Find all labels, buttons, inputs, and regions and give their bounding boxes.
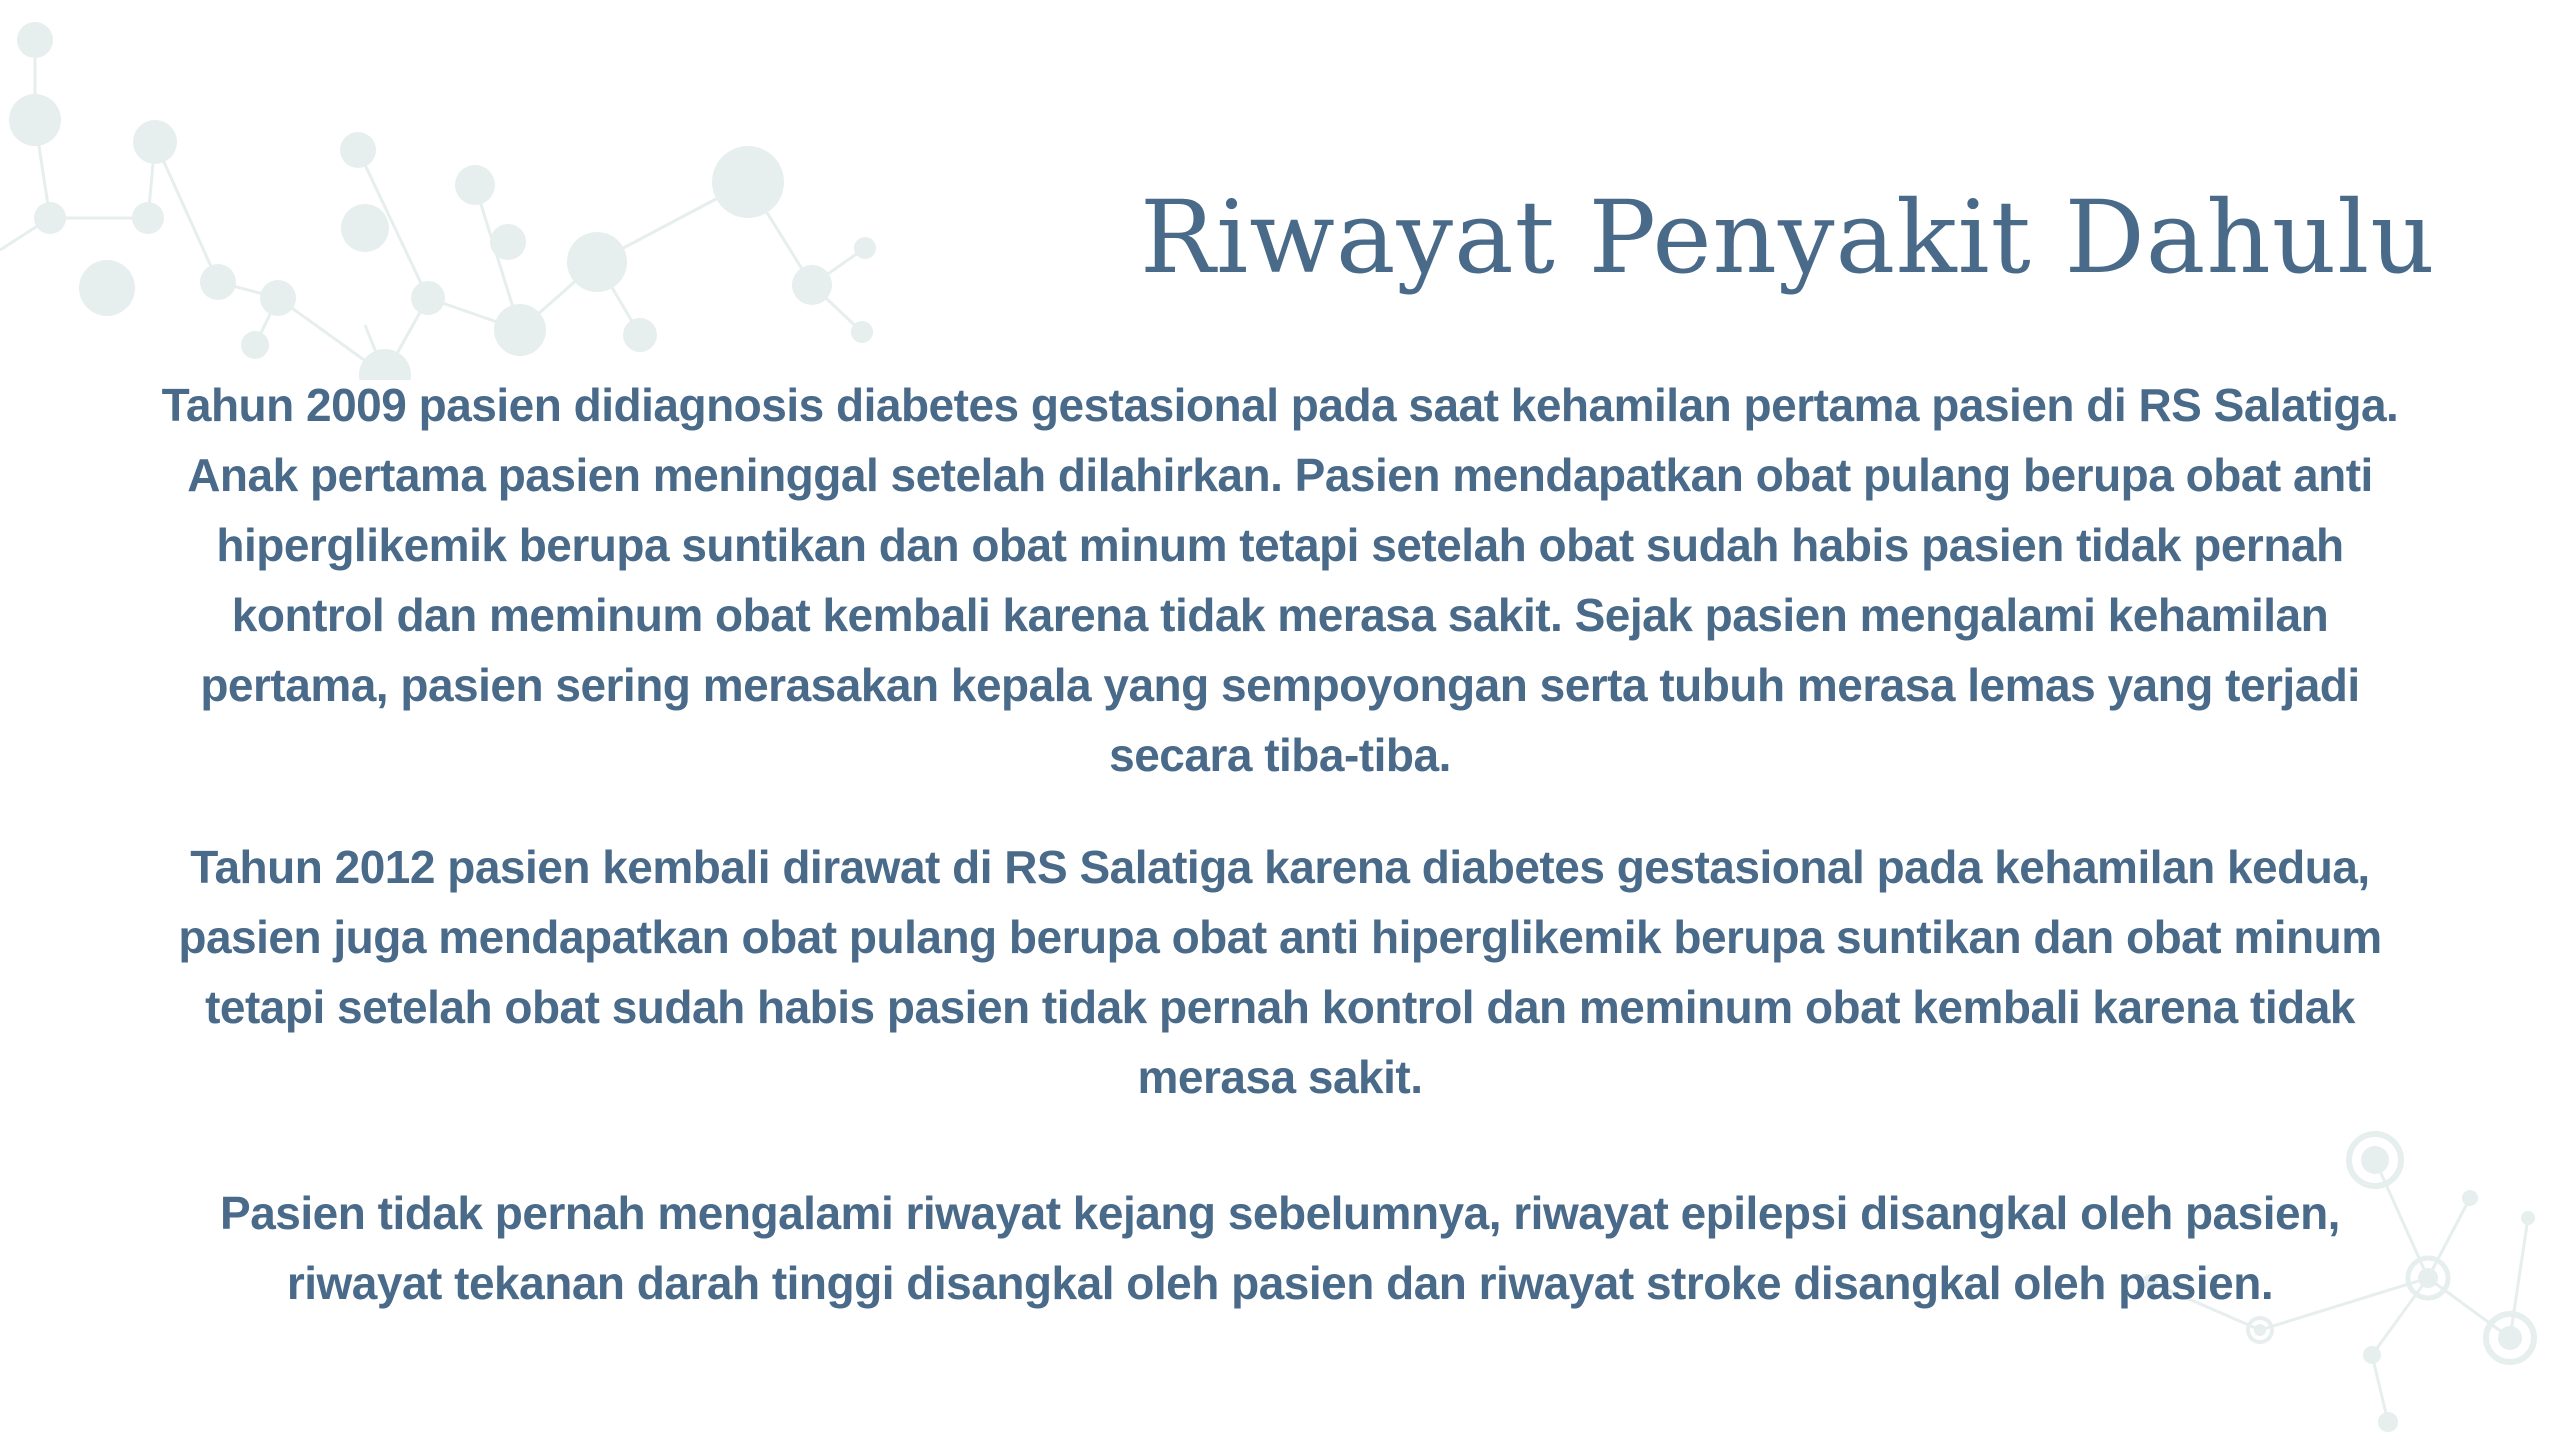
slide-title: Riwayat Penyakit Dahulu bbox=[1140, 179, 2436, 296]
molecule-network-icon bbox=[0, 0, 900, 380]
paragraph-2009-history: Tahun 2009 pasien didiagnosis diabetes gestasional pada saat kehamilan pertama pasien di RS Salatiga. Anak pertama pasien meninggal setelah dilahirkan. Pasien mendapatkan obat pulang berupa obat anti hiperglikemik berupa suntikan dan obat minum tetapi setelah obat sudah habis pasien tidak pernah kontrol dan meminum obat kembali karena tidak merasa sakit. Sejak pasien mengalami kehamilan pertama, pasien sering merasakan kepala yang sempoyongan serta tubuh merasa lemas yang terjadi secara tiba-tiba. bbox=[161, 379, 2399, 781]
paragraph-other-history: Pasien tidak pernah mengalami riwayat kejang sebelumnya, riwayat epilepsi disangkal oleh pasien, riwayat tekanan darah tinggi disangkal oleh pasien dan riwayat stroke disangkal oleh pasien. bbox=[220, 1187, 2340, 1309]
paragraph-2012-history: Tahun 2012 pasien kembali dirawat di RS Salatiga karena diabetes gestasional pada kehamilan kedua, pasien juga mendapatkan obat pulang berupa obat anti hiperglikemik berupa suntikan dan obat minum tetapi setelah obat sudah habis pasien tidak pernah kontrol dan meminum obat kembali karena tidak merasa sakit. bbox=[178, 841, 2382, 1103]
